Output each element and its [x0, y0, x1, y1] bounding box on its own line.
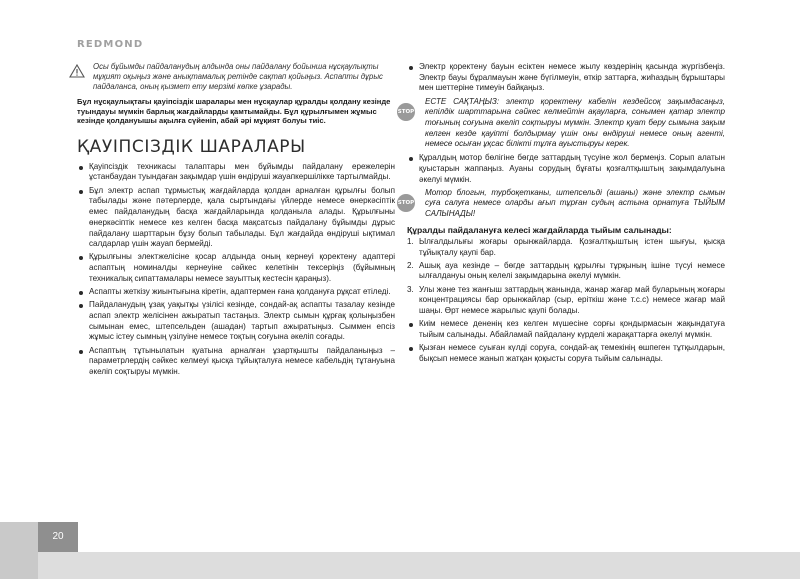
- stop-warning-text: ЕСТЕ САҚТАҢЫЗ: электр қоректену кабелін кездейсоқ зақымдасаңыз, кепілдік шарттарына сәйкес келмейтін ақауларға, сонымен қатар электр тоғының соғуына әкеліп соқтыруы мүмкін. Электр қуат беру сымына зақым келген кезде қауіпті болдырмау үшін оны өндіруші немесе оның агенті, немесе осыған ұқсас білікті тұлға ауыстыруы керек.: [425, 96, 725, 149]
- stop-icon: STOP: [397, 103, 415, 121]
- stop-warning-cable: [397, 96, 725, 151]
- footer-side-bar: [0, 522, 38, 579]
- item-text: Ашық ауа кезінде – бөгде заттардың құрылғы тұрқының ішіне түсуі немесе ылғалдануы оның келелі зақымдарына әкелуі мүмкін.: [419, 260, 725, 281]
- numbered-item: [407, 237, 725, 258]
- item-number: 2.: [407, 260, 414, 270]
- item-number: 1.: [407, 236, 414, 246]
- stop-icon: STOP: [397, 194, 415, 212]
- section-title: ҚАУІПСІЗДІК ШАРАЛАРЫ: [77, 136, 306, 157]
- list-item: Аспаптың тұтынылатын қуатына арналған ұзартқышты пайдаланыңыз – параметрлердің сәйкес келмеуі қысқа тұйықталуға немесе кабельдің тұтануына әкеліп соқтыруы мүмкін.: [77, 346, 395, 378]
- list-item: Пайдаланудың ұзақ уақытқы үзілісі кезінде, сондай-ақ аспапты тазалау кезінде аспап электр желісінен ажыратып тастаңыз. Электр сымын құрғақ қолыңызбен сымынан емес, штепсельден (ашадан) тартып ажыратыңыз. Сыммен епсіз жұмыс істеу сымның үзілуіне немесе тоқтың соғуына әкеліп соғады.: [77, 300, 395, 343]
- footer-strip: [38, 552, 800, 579]
- brand-logo: REDMOND: [77, 39, 144, 50]
- prohibited-numbered-list: [407, 237, 725, 317]
- left-column: [77, 62, 395, 380]
- item-number: 3.: [407, 284, 414, 294]
- intro-warning: [77, 62, 395, 92]
- list-item: Киім немесе дененің кез келген мүшесіне сорғы қондырмасын жақындатуға тыйым салынады. Абайламай пайдалану күрделі жарақаттарға әкелуі мүмкін.: [407, 319, 725, 340]
- list-item: Электр қоректену бауын есіктен немесе жылу көздерінің қасында жүргізбеңіз. Электр бауы бұралмауын және бүгілмеуін, өткір заттарға, жиһаздың бұрыштары мен шеттеріне тимеуін байқаңыз.: [407, 62, 725, 94]
- numbered-item: [407, 285, 725, 317]
- list-item: Құрылғыны электжелісіне қосар алдында оның кернеуі қоректену адаптері аспаптың номиналды кернеуіне сәйкес келетінін тексеріңіз (бұйымның техникалық сипаттамалары немесе зауыттық кестесін қараңыз).: [77, 252, 395, 284]
- item-text: Улы және тез жанғыш заттардың жанында, жанар жағар май буларының жоғары концентрациясы бар орынжайлар (сыр, еріткіш және т.с.с) немесе жағар май шаңы. Өрт немесе жарылыс қаупі болады.: [419, 284, 725, 316]
- warning-icon: [69, 64, 85, 78]
- list-item: Аспапты жеткізу жиынтығына кіретін, адаптермен ғана қолдануға рұқсат етіледі.: [77, 287, 395, 298]
- safety-note: Бұл нұсқаулықтағы қауіпсіздік шаралары мен нұсқаулар құралды қолдану кезінде туындауы мүмкін барлық жағдайларды қамтымайды. Бұл құрылғымен жұмыс кезінде қолдануышы ақылға сүйеніп, абай әрі мұқият болуы тиіс.: [77, 97, 391, 126]
- prohibited-bullet-list: [407, 319, 725, 364]
- item-text: Ылғалдылығы жоғары орынжайларда. Қозғалтқыштың істен шығуы, қысқа тұйықталу қаупі бар.: [419, 236, 725, 257]
- list-item: Бұл электр аспап тұрмыстық жағдайларда қолдан арналған құрылғы болып табылады және пәтерлерде, қала сыртындағы үйлерде немесе өнеркәсіптік емес пайдаланудың басқа жағдайларында қолданыла алады. Құрылғыны өнеркәсіптік немесе кез келген басқа мақсатсыз пайдалану бұйымды дұрыс пайдалану шарттарын бұзу болып табылады. Бұл жағдайда өндіруші ықтимал салдарлар үшін жауап бермейді.: [77, 186, 395, 250]
- prohibited-heading: Құралды пайдалануға келесі жағдайларда тыйым салынады:: [407, 224, 672, 235]
- stop-warning-text: Мотор блогын, турбоқетканы, штепсельді (ашаны) және электр сымын суға салуға немесе оларды ағып тұрған судың астына орнатуға ТЫЙЫМ САЛЫНАДЫ!: [425, 187, 725, 219]
- left-bullet-list: [77, 162, 395, 378]
- list-item: Қызған немесе суыған күлді соруға, сондай-ақ темекінің өшпеген тұтқылдарын, бықсып немесе жанып жатқан қоқысты соруға тыйым салынады.: [407, 343, 725, 364]
- right-bullet-list-top: [407, 62, 725, 94]
- right-column: [397, 62, 725, 367]
- list-item: Құралдың мотор бөлігіне бөгде заттардың түсуіне жол бермеңіз. Сорып алатын қуыстарын жаппаңыз. Ауаны сорудың бұғаты қозғалтқыштың зақымдалуына әкелуі мүмкін.: [407, 153, 725, 185]
- right-bullet-list-mid: [407, 153, 725, 185]
- page-number: 20: [38, 522, 78, 552]
- list-item: Қауіпсіздік техникасы талаптары мен бұйымды пайдалану ережелерін ұстанбаудан туындаған зақымдар үшін өндіруші жауапкершілікке тартылмайды.: [77, 162, 395, 183]
- warning-text: Осы бұйымды пайдаланудың алдында оны пайдалану бойынша нұсқаулықты мұқият оқыңыз және анықтамалық ретінде сақтап қойыңыз. Аспапты дұрыс пайдаланса, оның қызмет ету мерзімі көпке ұзарады.: [93, 62, 383, 91]
- numbered-item: [407, 261, 725, 282]
- stop-warning-water: [397, 187, 725, 220]
